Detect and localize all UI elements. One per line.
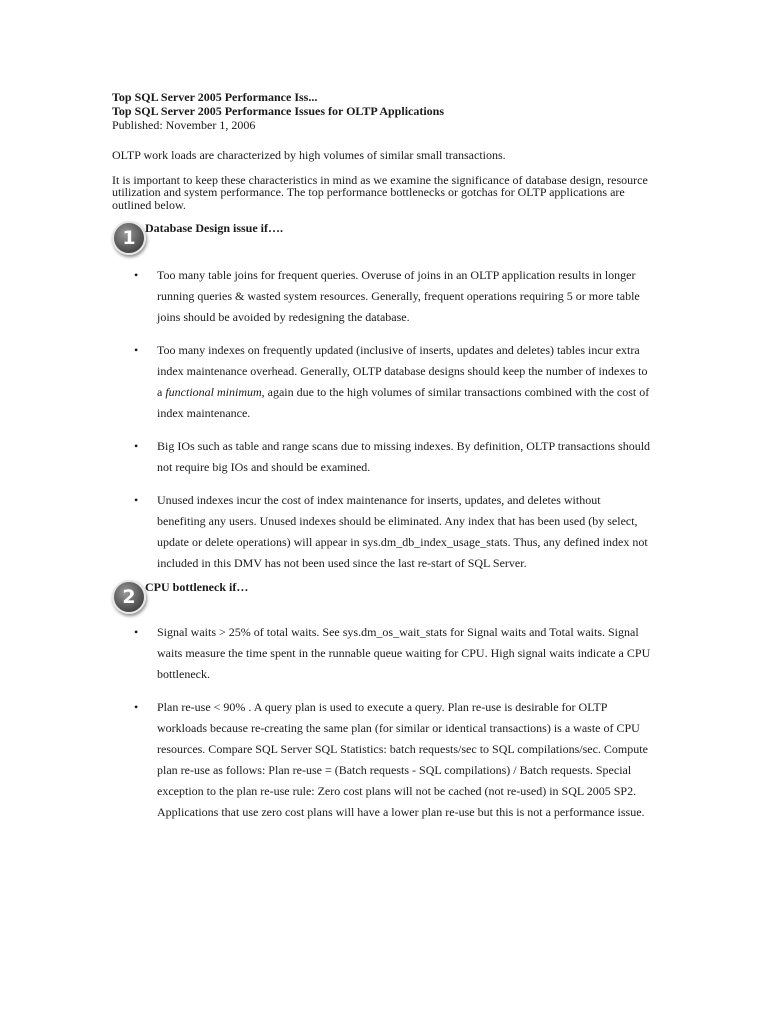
section-header — [112, 221, 652, 257]
intro-paragraph: OLTP work loads are characterized by high volumes of similar small transactions. — [112, 148, 506, 162]
section-title: CPU bottleneck if… — [145, 580, 249, 594]
document-title-short: Top SQL Server 2005 Performance Iss... — [112, 90, 318, 104]
list-item-text: Too many indexes on frequently updated (inclusive of inserts, updates and deletes) tables incur extra index maintenance overhead. Generally, OLTP database designs should keep the number of indexes to a — [157, 343, 648, 399]
list-item-text: , again due to the high volumes of similar transactions combined with the cost of index maintenance. — [157, 385, 650, 420]
list-item: • Plan re-use < 90% . A query plan is used to execute a query. Plan re-use is desirable for OLTP workloads because re-creating the same plan (for similar or identical transactions) is a waste of CPU resources. Compare SQL Server SQL Statistics: batch requests/sec to SQL compilations/sec. Compute plan re-use as follows: Plan re-use = (Batch requests - SQL compilations) / Batch requests. Special exception to the plan re-use rule: Zero cost plans will not be cached (not re-used) in SQL 2005 SP2. Applications that use zero cost plans will have a lower plan re-use but this is not a performance issue. — [112, 697, 652, 823]
bullet-list — [112, 265, 652, 574]
section-database-design — [112, 221, 652, 574]
document-title: Top SQL Server 2005 Performance Issues for OLTP Applications — [112, 104, 445, 118]
section-title: Database Design issue if…. — [145, 221, 284, 235]
list-item: • Big IOs such as table and range scans due to missing indexes. By definition, OLTP transactions should not require big IOs and should be examined. — [112, 436, 652, 478]
list-item — [112, 340, 652, 424]
list-item: • Signal waits > 25% of total waits. See sys.dm_os_wait_stats for Signal waits and Total waits. Signal waits measure the time spent in the runnable queue waiting for CPU. High signal waits indicate a CPU bottleneck. — [112, 622, 652, 685]
document-page — [112, 90, 652, 835]
emphasis-text: functional minimum — [165, 385, 262, 399]
published-date: Published: November 1, 2006 — [112, 118, 256, 132]
list-item: • Too many table joins for frequent queries. Overuse of joins in an OLTP application results in longer running queries & wasted system resources. Generally, frequent operations requiring 5 or more table joins should be avoided by redesigning the database. — [112, 265, 652, 328]
section-header — [112, 580, 652, 616]
bullet-list — [112, 622, 652, 823]
list-item: • Unused indexes incur the cost of index maintenance for inserts, updates, and deletes without benefiting any users. Unused indexes should be eliminated. Any index that has been used (by select, update or delete operations) will appear in sys.dm_db_index_usage_stats. Thus, any defined index not included in this DMV has not been used since the last re-start of SQL Server. — [112, 490, 652, 574]
section-cpu-bottleneck — [112, 580, 652, 823]
intro-paragraph-2: It is important to keep these characteristics in mind as we examine the significance of database design, resource utilization and system performance. The top performance bottlenecks or gotchas for OLTP applications are outlined below. — [112, 172, 648, 212]
number-two-icon: 2 — [112, 580, 146, 614]
number-one-icon: 1 — [112, 221, 146, 255]
